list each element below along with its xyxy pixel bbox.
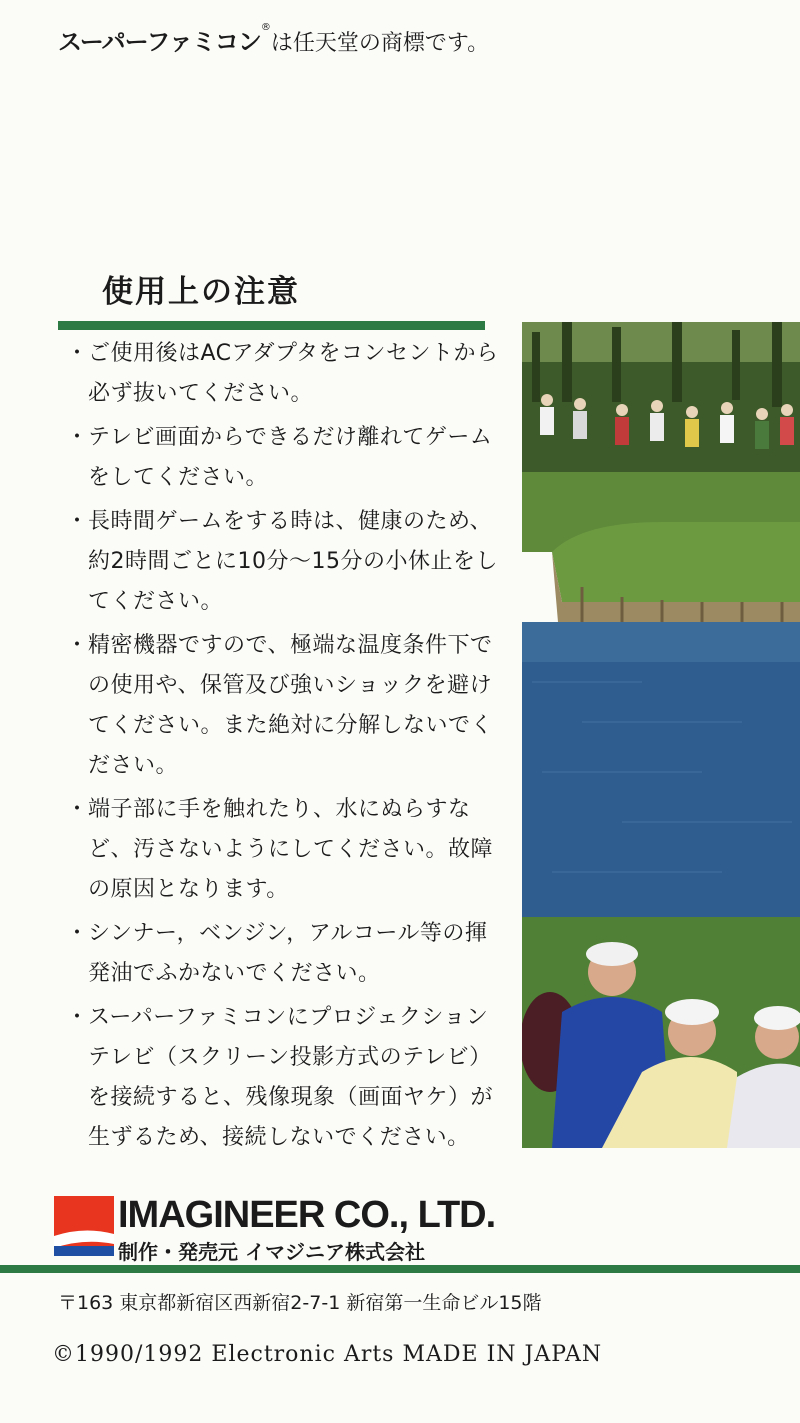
list-item (60, 626, 505, 786)
company-address: 〒163 東京都新宿区西新宿2-7-1 新宿第一生命ビル15階 (58, 1292, 542, 1314)
notice-text: シンナー，ベンジン，アルコール等の揮発油でふかないでください。 (88, 921, 488, 986)
registered-mark: ® (260, 22, 271, 33)
copyright-notice: ©1990/1992 Electronic Arts MADE IN JAPAN (52, 1342, 603, 1367)
list-item (60, 790, 505, 910)
list-item (60, 998, 505, 1158)
bullet: ・ (66, 921, 89, 946)
notice-text: 長時間ゲームをする時は、健康のため、約2時間ごとに10分〜15分の小休止をしてください。 (88, 509, 498, 614)
bullet: ・ (66, 509, 89, 534)
imagineer-logo (54, 1196, 114, 1256)
list-item (60, 418, 505, 498)
trademark-notice (58, 22, 489, 57)
bullet: ・ (66, 341, 89, 366)
trademark-text: は任天堂の商標です。 (270, 31, 490, 56)
list-item (60, 334, 505, 414)
notice-text: テレビ画面からできるだけ離れてゲームをしてください。 (88, 425, 493, 490)
notice-text: ご使用後はACアダプタをコンセントから必ず抜いてください。 (88, 341, 499, 406)
bullet: ・ (66, 425, 89, 450)
notice-text: スーパーファミコンにプロジェクションテレビ（スクリーン投影方式のテレビ）を接続すると、残像現象（画面ヤケ）が生ずるため、接続しないでください。 (88, 1005, 494, 1150)
list-item (60, 914, 505, 994)
list-item (60, 502, 505, 622)
golf-course-photo (522, 322, 800, 1148)
company-name: IMAGINEER CO., LTD. (118, 1194, 496, 1236)
page-title: 使用上の注意 (102, 274, 300, 310)
notice-text: 精密機器ですので、極端な温度条件下での使用や、保管及び強いショックを避けてください。また絶対に分解しないでください。 (88, 633, 494, 778)
bullet: ・ (66, 1005, 89, 1030)
company-role: 制作・発売元 イマジニア株式会社 (118, 1240, 425, 1264)
bullet: ・ (66, 633, 89, 658)
golf-scene-illustration (522, 322, 800, 1148)
logo-mark (54, 1196, 114, 1256)
notice-list (60, 334, 505, 1162)
super-famicom-brand: スーパーファミコン (58, 28, 261, 56)
heading-divider (58, 321, 485, 330)
bullet: ・ (66, 797, 89, 822)
notice-text: 端子部に手を触れたり、水にぬらすなど、汚さないようにしてください。故障の原因となります。 (88, 797, 494, 902)
footer-divider (0, 1265, 800, 1273)
